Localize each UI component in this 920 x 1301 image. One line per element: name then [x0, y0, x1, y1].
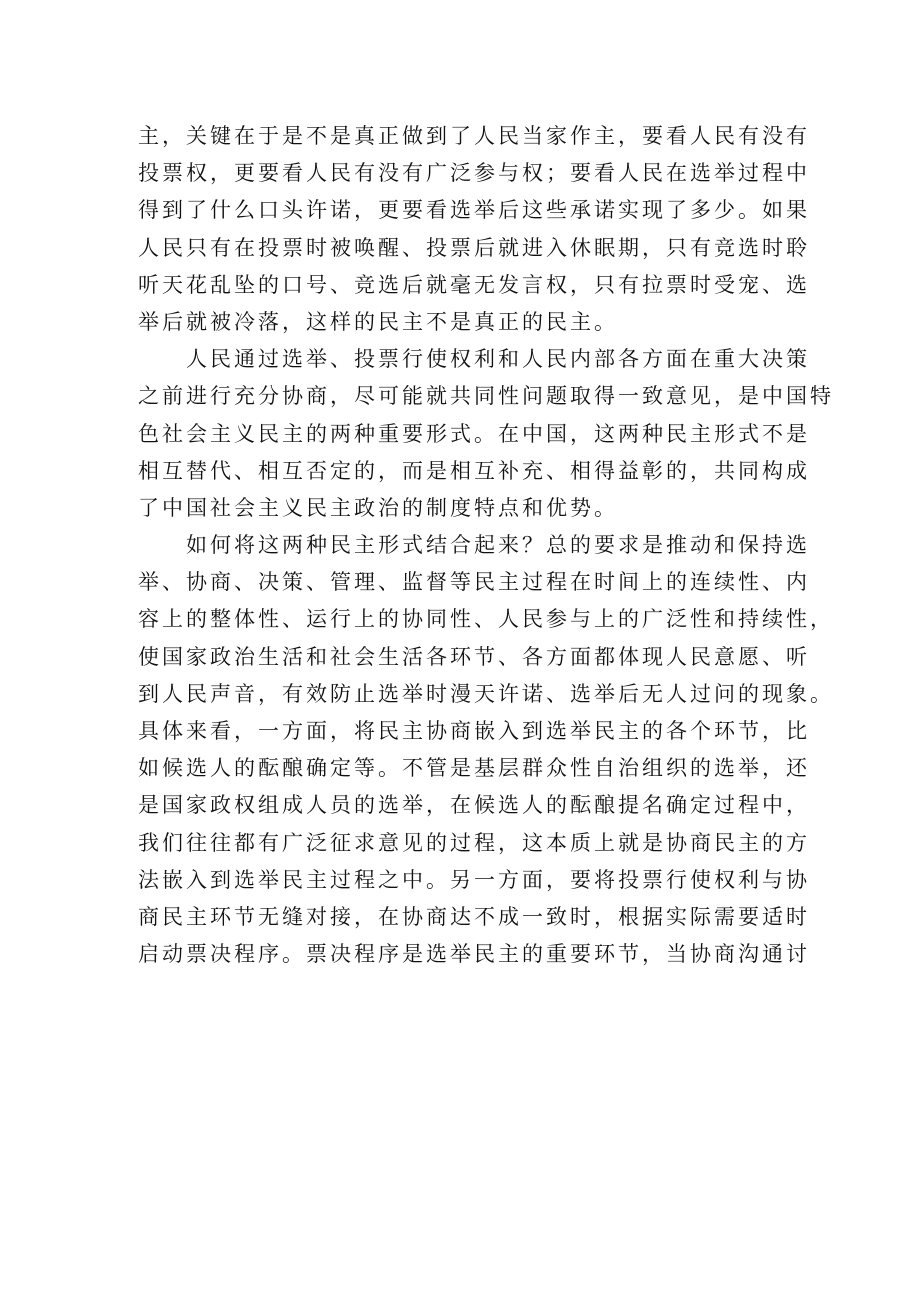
body-text: [138, 118, 834, 973]
text-line: 相互替代、相互否定的，而是相互补充、相得益彰的，共同构成: [138, 458, 810, 483]
text-line: 了中国社会主义民主政治的制度特点和优势。: [138, 495, 618, 520]
text-line: 如候选人的酝酿确定等。不管是基层群众性自治组织的选举，还: [138, 756, 810, 781]
text-line: 人民只有在投票时被唤醒、投票后就进入休眠期，只有竞选时聆: [138, 235, 810, 260]
text-line: 之前进行充分协商，尽可能就共同性问题取得一致意见，是中国特: [138, 384, 834, 409]
text-line: 使国家政治生活和社会生活各环节、各方面都体现人民意愿、听: [138, 644, 810, 669]
text-line: 我们往往都有广泛征求意见的过程，这本质上就是协商民主的方: [138, 830, 810, 855]
text-line: 投票权，更要看人民有没有广泛参与权；要看人民在选举过程中: [138, 161, 810, 186]
text-line: 容上的整体性、运行上的协同性、人民参与上的广泛性和持续性，: [138, 607, 834, 632]
text-line: 到人民声音，有效防止选举时漫天许诺、选举后无人过问的现象。: [138, 681, 834, 706]
text-line: 是国家政权组成人员的选举，在候选人的酝酿提名确定过程中，: [138, 793, 810, 818]
text-line: 主，关键在于是不是真正做到了人民当家作主，要看人民有没有: [138, 124, 810, 148]
text-line: 商民主环节无缝对接，在协商达不成一致时，根据实际需要适时: [138, 904, 810, 929]
text-line: 启动票决程序。票决程序是选举民主的重要环节，当协商沟通讨: [138, 942, 810, 967]
text-line: 听天花乱坠的口号、竞选后就毫无发言权，只有拉票时受宠、选: [138, 272, 810, 297]
text-line: 色社会主义民主的两种重要形式。在中国，这两种民主形式不是: [138, 421, 810, 446]
paragraph-start-line: 人民通过选举、投票行使权利和人民内部各方面在重大决策: [186, 347, 810, 372]
text-line: 举、协商、决策、管理、监督等民主过程在时间上的连续性、内: [138, 570, 810, 595]
text-line: 举后就被冷落，这样的民主不是真正的民主。: [138, 309, 618, 334]
paragraph-start-line: 如何将这两种民主形式结合起来？总的要求是推动和保持选: [186, 533, 810, 558]
text-line: 法嵌入到选举民主过程之中。另一方面，要将投票行使权利与协: [138, 867, 810, 892]
text-line: 得到了什么口头许诺，更要看选举后这些承诺实现了多少。如果: [138, 198, 810, 223]
text-line: 具体来看，一方面，将民主协商嵌入到选举民主的各个环节，比: [138, 719, 810, 743]
